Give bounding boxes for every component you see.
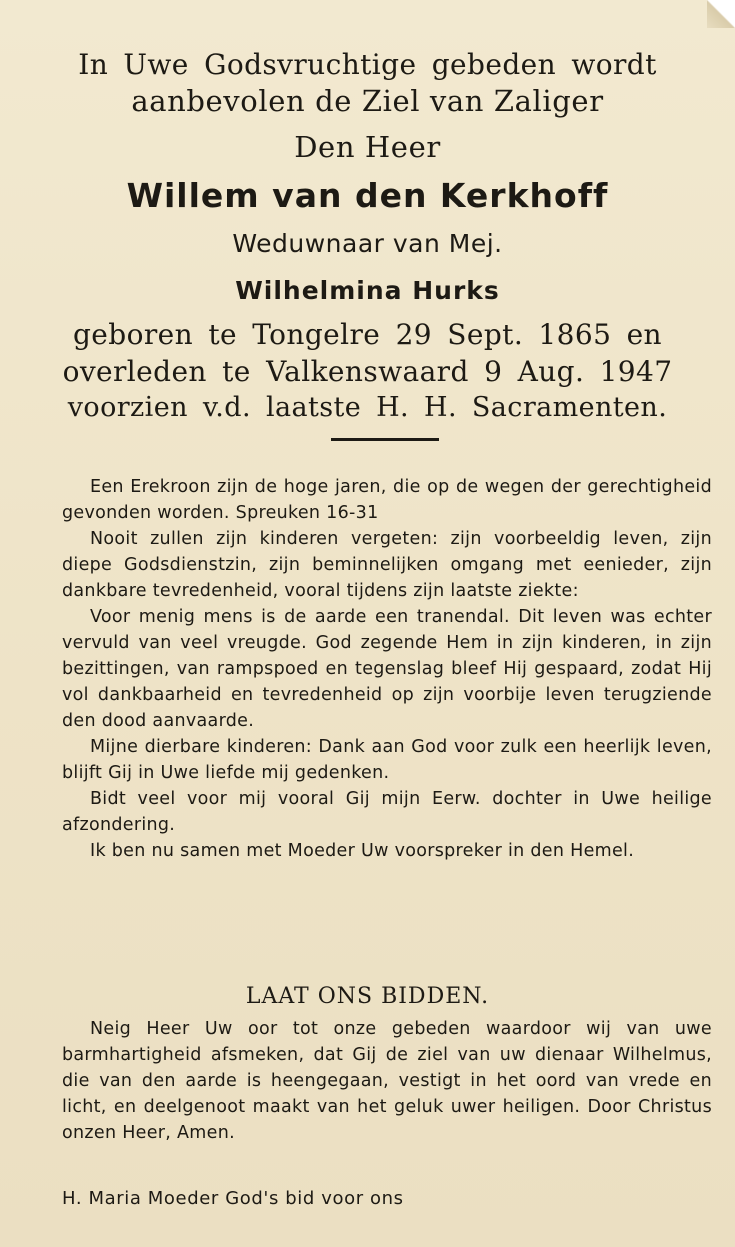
memorial-paragraph-2: Voor menig mens is de aarde een tranendal. Dit leven was echter vervuld van veel vreugde. God zegende Hem in zijn kinderen, in zijn bezittingen, van rampspoed en tegenslag bleef Hij gespaard, zodat Hij vol dankbaarheid en tevredenheid op zijn voorbije leven terugziende den dood aanvaarde.: [62, 607, 712, 731]
memorial-paragraph-4: Bidt veel voor mij vooral Gij mijn Eerw. dochter in Uwe heilige afzondering.: [62, 789, 712, 835]
sacraments-line: voorzien v.d. laatste H. H. Sacramenten.: [67, 392, 668, 423]
scripture-quote: Een Erekroon zijn de hoge jaren, die op de wegen der gerechtigheid gevonden worden. Spreuken 16-31: [62, 477, 712, 523]
memorial-paragraph-1: Nooit zullen zijn kinderen vergeten: zijn voorbeeldig leven, zijn diepe Godsdienstzin, zijn beminnelijken omgang met eenieder, zijn dankbare tevredenheid, vooral tijdens zijn laatste ziekte:: [62, 529, 712, 601]
memorial-paragraph-3: Mijne dierbare kinderen: Dank aan God voor zulk een heerlijk leven, blijft Gij in Uwe liefde mij gedenken.: [62, 737, 712, 783]
intro-line-2: aanbevolen de Ziel van Zaliger: [131, 84, 604, 118]
widower-line: Weduwnaar van Mej.: [232, 229, 503, 258]
prayer-title: LAAT ONS BIDDEN.: [245, 984, 490, 1009]
divider-rule: [331, 438, 439, 441]
intro-line-3: Den Heer: [294, 130, 441, 164]
birth-line: geboren te Tongelre 29 Sept. 1865 en: [72, 318, 662, 351]
memorial-paragraph-5: Ik ben nu samen met Moeder Uw voorspreker in den Hemel.: [90, 841, 635, 861]
spouse-name: Wilhelmina Hurks: [235, 276, 500, 305]
closing-invocation: H. Maria Moeder God's bid voor ons: [62, 1188, 404, 1209]
death-line: overleden te Valkenswaard 9 Aug. 1947: [62, 355, 673, 388]
prayer-block: [62, 1016, 712, 1146]
prayer-text: Neig Heer Uw oor tot onze gebeden waardoor wij van uwe barmhartigheid afsmeken, dat Gij de ziel van uw dienaar Wilhelmus, die van den aarde is heengegaan, vestigt in het oord van vrede en licht, en deelgenoot maakt van het geluk uwer heiligen. Door Christus onzen Heer, Amen.: [62, 1019, 712, 1143]
deceased-name: Willem van den Kerkhoff: [126, 176, 609, 215]
card-corner: [707, 0, 735, 28]
intro-line-1: In Uwe Godsvruchtige gebeden wordt: [78, 48, 657, 81]
memorial-text: [62, 474, 712, 864]
